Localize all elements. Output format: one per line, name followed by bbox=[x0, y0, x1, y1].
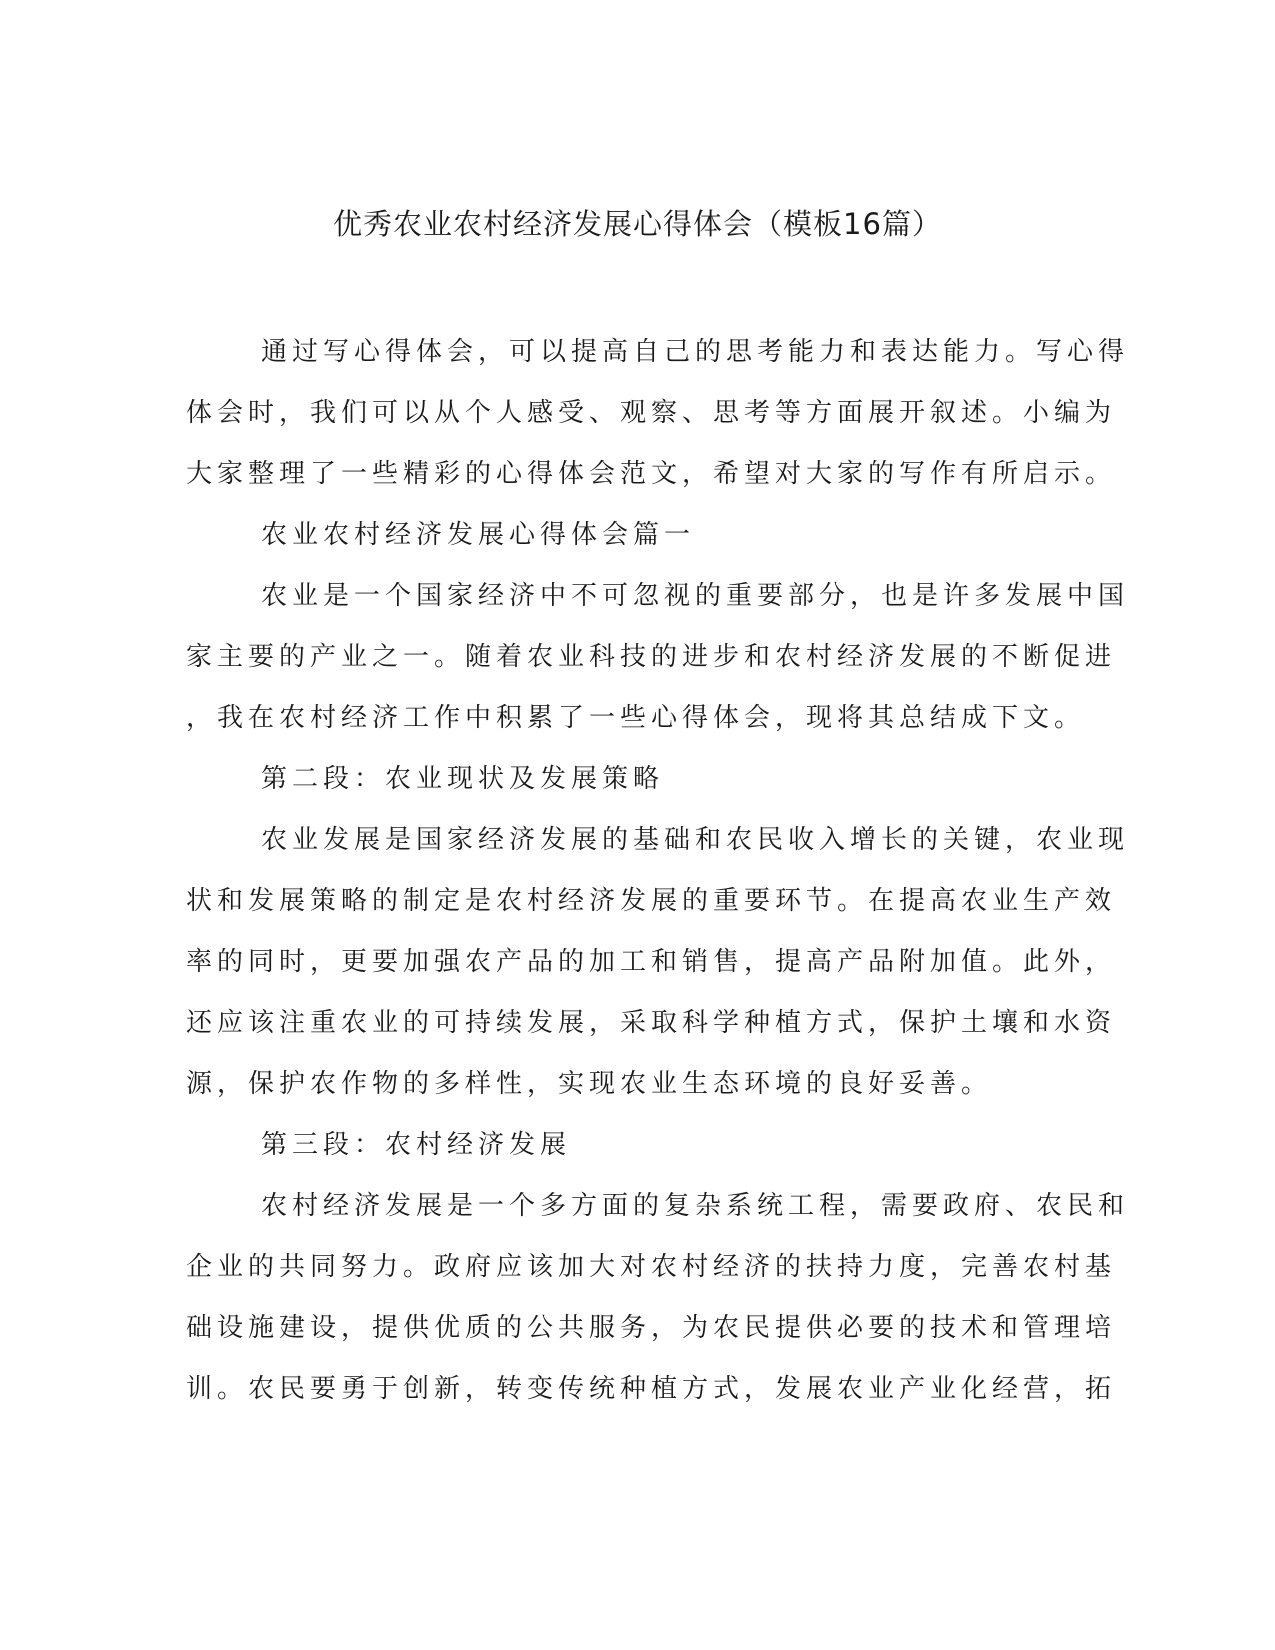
text-line: 农村经济发展是一个多方面的复杂系统工程，需要政府、农民和 bbox=[261, 1191, 1130, 1221]
document-body bbox=[186, 322, 1130, 1420]
text-line: 农业发展是国家经济发展的基础和农民收入增长的关键，农业现 bbox=[261, 825, 1130, 855]
section-heading: 第三段：农村经济发展 bbox=[261, 1130, 572, 1160]
text-line: 础设施建设，提供优质的公共服务，为农民提供必要的技术和管理培 bbox=[186, 1313, 1117, 1343]
text-line: 企业的共同努力。政府应该加大对农村经济的扶持力度，完善农村基 bbox=[186, 1252, 1117, 1282]
text-line: 还应该注重农业的可持续发展，采取科学种植方式，保护土壤和水资 bbox=[186, 1008, 1117, 1038]
section-heading: 第二段：农业现状及发展策略 bbox=[261, 764, 665, 794]
text-line: 状和发展策略的制定是农村经济发展的重要环节。在提高农业生产效 bbox=[186, 886, 1117, 916]
text-line: ，我在农村经济工作中积累了一些心得体会，现将其总结成下文。 bbox=[186, 703, 1086, 733]
section-heading: 农业农村经济发展心得体会篇一 bbox=[261, 520, 696, 550]
text-line: 体会时，我们可以从个人感受、观察、思考等方面展开叙述。小编为 bbox=[186, 398, 1117, 428]
text-line: 家主要的产业之一。随着农业科技的进步和农村经济发展的不断促进 bbox=[186, 642, 1117, 672]
text-line: 率的同时，更要加强农产品的加工和销售，提高产品附加值。此外， bbox=[186, 947, 1117, 977]
text-line: 农业是一个国家经济中不可忽视的重要部分，也是许多发展中国 bbox=[261, 581, 1130, 611]
document-title: 优秀农业农村经济发展心得体会（模板16篇） bbox=[333, 207, 942, 241]
text-line: 通过写心得体会，可以提高自己的思考能力和表达能力。写心得 bbox=[261, 337, 1130, 367]
text-line: 大家整理了一些精彩的心得体会范文，希望对大家的写作有所启示。 bbox=[186, 459, 1117, 489]
text-line: 训。农民要勇于创新，转变传统种植方式，发展农业产业化经营，拓 bbox=[186, 1374, 1117, 1404]
text-line: 源，保护农作物的多样性，实现农业生态环境的良好妥善。 bbox=[186, 1069, 993, 1099]
